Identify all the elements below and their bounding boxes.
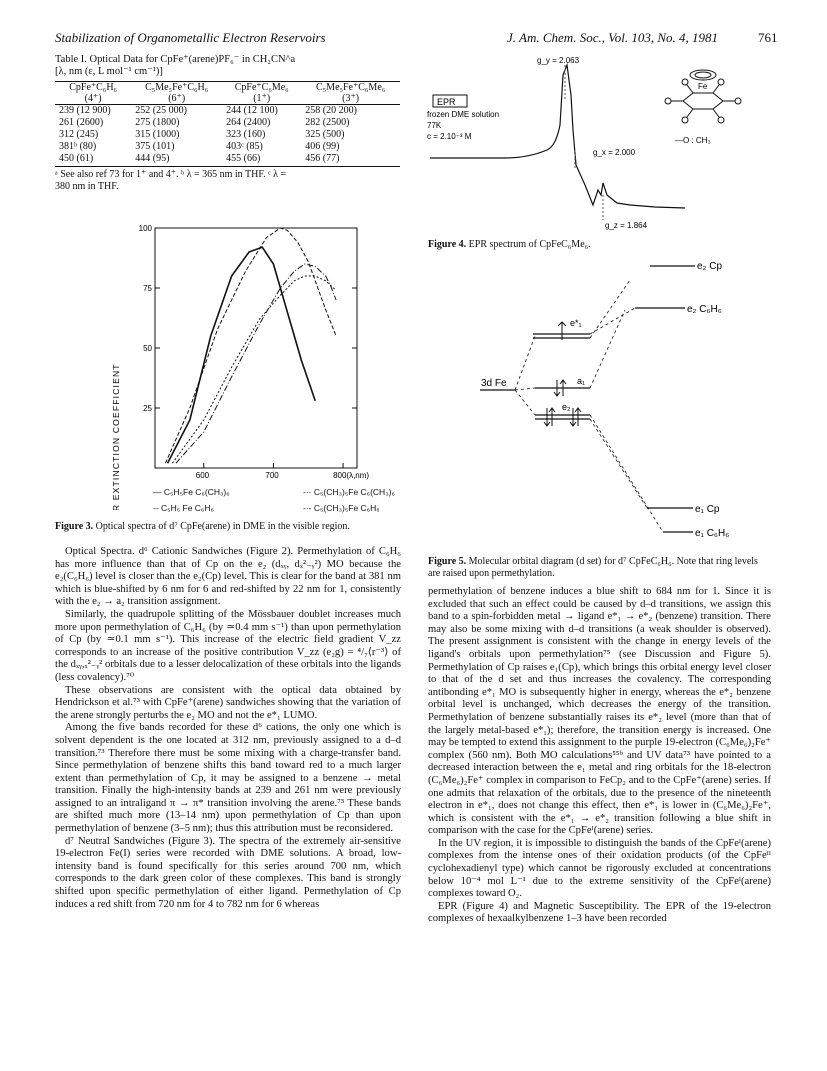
series-line-2 xyxy=(176,264,336,463)
molecule-structure xyxy=(665,70,741,123)
y-axis-label: MOLAR EXTINCTION COEFFICIENT xyxy=(111,363,121,510)
label-e1-c6h6: e₁ C₆H₆ xyxy=(695,528,730,539)
running-header-left: Stabilization of Organometallic Electron Reservoirs xyxy=(55,30,326,45)
gx-label: g_x = 2.000 xyxy=(593,148,636,157)
paragraph-benzene-permethylation: permethylation of benzene induces a blue shift to 684 nm for 1. Since it is excluded that such an effect could be caused by d–d transitions, we assign this band to a spin-forbidden metal → ligand e*₁ → e*₂ (benzene) transition. There may also be some mixing with d–d transitions (a weak shoulder is observed). The present assignment is consistent with the change in energy levels of the ligand's orbitals upon permethylation⁷⁵ (see Discussion and Figure 5). Permethylation of Cp raises e₁(Cp), which brings this orbital energy level closer to that of the d set and thus increases the covalency. The corresponding antibonding e*₁ MO is subsequently higher in energy, whereas the e*₂ benzene orbital level is unchanged, which decreases the energy of the transition. Permethylation of benzene substantially raises its e*₂ level (more than that of the largely metal-based e*₁); therefore, the transition energy is increased. One may be tempted to extend this assignment to the purple 19-electron (C₆Me₆)₂Fe⁺ complex (560 nm). Both MO calculations⁵⁵ᵇ and UV data⁷³ have pointed to a decreased interaction between the e₁ metal and ring orbitals for the 18-electron (C₆Me₆)₂Fe⁺ complex in comparison to FeCp₂ and to the CpFe⁺(arene) series. If one admits that relaxation of the orbitals, due to the presence of the nineteenth electron in e*₁, does not change this effect, then e*₁ is lower in (C₆Me₆)₂Fe⁺, which is consistent with the e*₁ → e*₂ transition following a blue shift in comparison with the case for the CpFeᴵ(arene) series. xyxy=(428,586,771,837)
table-cell: 323 (160) xyxy=(226,129,266,140)
table-cell: 315 (1000) xyxy=(135,129,180,140)
table-cell: 456 (77) xyxy=(305,153,340,164)
iron-label: Fe xyxy=(698,82,708,91)
right-column-text xyxy=(428,586,771,926)
column-compound-number: (6⁺) xyxy=(168,93,186,104)
figure-5 xyxy=(425,250,775,550)
table-caption-line2: [λ, nm (ε, L mol⁻¹ cm⁻¹)] xyxy=(55,66,163,77)
label-e1-star: e*₁ xyxy=(570,318,582,328)
figure-4-caption-label: Figure 4. xyxy=(428,239,467,250)
figure-4-caption-text: EPR spectrum of CpFeC₆Me₆. xyxy=(468,239,591,250)
table-cell: 275 (1800) xyxy=(135,117,180,128)
methyl-legend: —O : CH₃ xyxy=(675,136,711,145)
series-line-3 xyxy=(165,228,336,463)
y-tick-label: 75 xyxy=(143,284,152,293)
table-cell: 264 (2400) xyxy=(226,117,271,128)
condition-solution: frozen DME solution xyxy=(427,110,500,119)
label-e1-cp: e₁ Cp xyxy=(695,504,720,515)
column-header: CpFe⁺C₆H₆ xyxy=(69,82,118,93)
left-column-text xyxy=(55,546,401,911)
column-compound-number: (4⁺) xyxy=(84,93,102,104)
running-header-right: J. Am. Chem. Soc., Vol. 103, No. 4, 1981 xyxy=(507,30,718,45)
x-tick-label: 700 xyxy=(265,471,279,480)
figure-3-caption-label: Figure 3. xyxy=(55,521,94,532)
column-header: C₅Me₅Fe⁺C₆H₆ xyxy=(145,82,209,93)
table-cell: 244 (12 100) xyxy=(226,105,278,116)
figure-5-caption-text: Molecular orbital diagram (d set) for d⁷ CpFeC₆H₆. Note that ring levels are raised upon permethylation. xyxy=(428,556,758,579)
table-cell: 282 (2500) xyxy=(305,117,350,128)
gy-label: g_y = 2.063 xyxy=(537,56,580,65)
epr-box-label: EPR xyxy=(437,97,456,107)
column-header: CpFe⁺C₆Me₆ xyxy=(234,82,289,93)
column-compound-number: (1⁺) xyxy=(253,93,271,104)
figure-3-caption xyxy=(55,521,400,533)
column-header: C₅Me₅Fe⁺C₆Me₆ xyxy=(316,82,386,93)
table-cell: 406 (99) xyxy=(305,141,340,152)
table-cell: 455 (66) xyxy=(226,153,261,164)
figure-5-caption-label: Figure 5. xyxy=(428,556,467,567)
table-footnote-line2: 380 nm in THF. xyxy=(55,181,119,192)
x-tick-label: 600 xyxy=(195,471,210,480)
table-caption xyxy=(55,54,400,78)
gz-label: g_z = 1.864 xyxy=(605,221,648,230)
optical-data-table xyxy=(55,82,400,165)
table-caption-line1: Table I. Optical Data for CpFe⁺(arene)PF₆⁻ in CH₂CN^a xyxy=(55,54,296,65)
table-cell: 381ᵇ (80) xyxy=(59,141,97,152)
condition-temperature: 77K xyxy=(427,121,442,130)
legend-entry-4: -·- C₅(CH₃)₅Fe C₆H₆ xyxy=(303,503,380,513)
paragraph-hendrickson: These observations are consistent with the optical data obtained by Hendrickson et al.⁷³ with CpFe⁺(arene) sandwiches showing that the variation of the arene strongly perturbs the e₂ MO and not the e*₁ LUMO. xyxy=(55,684,401,721)
epr-spectrum xyxy=(425,55,770,235)
y-tick-label: 50 xyxy=(143,344,152,353)
table-cell: 239 (12 900) xyxy=(59,105,111,116)
paragraph-epr: EPR (Figure 4) and Magnetic Susceptibility. The EPR of the 19-electron complexes of hexaalkylbenzene 1–3 have been recorded xyxy=(428,900,771,925)
table-cell: 252 (25 000) xyxy=(135,105,187,116)
legend-entry-2: -·· C₅(CH₃)₅Fe C₆(CH₃)₆ xyxy=(303,487,395,497)
paragraph-neutral-sandwiches: d⁷ Neutral Sandwiches (Figure 3). The spectra of the extremely air-sensitive 19-electron Fe(I) series were recorded with DME solutions. A broad, low-intensity band is found specifically for this series around 700 nm, which corresponds to the dark green color of these complexes. This band is strongly shifted upon specific permethylation of either ligand. Permethylation of Cp induces a red shift from 720 nm for 4 to 782 nm for 6 whereas xyxy=(55,835,401,910)
page-number: 761 xyxy=(758,30,778,45)
paragraph-mossbauer: Similarly, the quadrupole splitting of the Mössbauer doublet increases much more upon permethylation of C₆H₆ (by ≃0.4 mm s⁻¹) than upon permethylation of Cp (by ≃0.1 mm s⁻¹). This increase of the electric field gradient V_zz corresponds to an increase of the positive contribution V_zz (e₂g) = ⁴/₇⟨r⁻³⟩ of the dₓᵧ,ₓ²₋ᵧ² orbitals due to a lesser delocalization of these orbitals into the ligands (less covalency).⁷⁰ xyxy=(55,608,401,683)
figure-4 xyxy=(425,55,770,235)
table-cell: 375 (101) xyxy=(135,141,175,152)
figure-5-caption xyxy=(428,556,768,580)
paragraph-optical-spectra: Optical Spectra. d⁶ Cationic Sandwiches (Figure 2). Permethylation of C₆H₆ has more influence than that of Cp on the e₂ (dₓᵧ, dₓ²₋ᵧ²) MO because the e₂(C₆H₆) level is closer than the e₂(Cp) level. This is clear for the band at 381 nm which is blue-shifted by 6 nm for 6 and red-shifted by 22 nm for 1, consistently with the e₂ → a₂ transition assignment. xyxy=(55,546,401,608)
table-cell: 403ᶜ (85) xyxy=(226,141,263,152)
table-cell: 444 (95) xyxy=(135,153,170,164)
plot-frame xyxy=(155,228,357,468)
figure-3-legend xyxy=(153,484,413,516)
figure-3-caption-text: Optical spectra of d⁷ CpFe(arene) in DME in the visible region. xyxy=(95,521,350,532)
table-row xyxy=(55,129,400,141)
column-compound-number: (3⁺) xyxy=(342,93,360,104)
y-tick-label: 25 xyxy=(143,404,152,413)
label-3d-fe: 3d Fe xyxy=(481,378,507,389)
table-cell: 450 (61) xyxy=(59,153,94,164)
legend-entry-3: -- C₅H₅ Fe C₆H₆ xyxy=(153,503,214,513)
table-footnote-line1: ᵃ See also ref 73 for 1⁺ and 4⁺. ᵇ λ = 365 nm in THF. ᶜ λ = xyxy=(55,169,287,180)
paragraph-uv-region: In the UV region, it is impossible to distinguish the bands of the CpFeᴵ(arene) complexes from the intense ones of their oxidation products (of the CpFeᴵᴵ cyclohexadienyl type) which cannot be rigorously excluded at concentrations below 10⁻⁴ mol L⁻¹ due to the extreme sensitivity of the CpFeᴵ(arene) complexes toward O₂. xyxy=(428,837,771,900)
series-line-4 xyxy=(172,276,336,463)
table-cell: 312 (245) xyxy=(59,129,99,140)
figure-3-chart xyxy=(85,220,400,510)
y-tick-label: 100 xyxy=(138,224,152,233)
table-row xyxy=(55,141,400,153)
figure-3 xyxy=(85,220,400,540)
paragraph-five-bands: Among the five bands recorded for these d⁶ cations, the only one which is solvent dependent is the one located at 312 nm, previously assigned to a d–d transition.⁷³ Therefore there must be some mixing with a charge-transfer band. Since permethylation of benzene shifts this band toward red to a much larger extent than permethylation of Cp, it may be assigned to a benzene → metal transition. Finally the high-intensity bands at 239 and 261 nm were previously assigned to an intraligand π → π* transition involving the arene.⁷³ These bands are shifted much more (13–14 nm) upon permethylation of Cp than upon permethylation of benzene (3–5 nm); thus this attribution must be reconsidered. xyxy=(55,722,401,835)
table-footnote xyxy=(55,169,400,193)
condition-concentration: c = 2.10⁻³ M xyxy=(427,132,472,141)
table-row xyxy=(55,105,400,117)
table-1 xyxy=(55,54,400,193)
table-cell: 258 (20 200) xyxy=(305,105,357,116)
label-e2-cp: e₂ Cp xyxy=(697,261,723,272)
label-a1: a₁ xyxy=(577,376,586,386)
mo-diagram xyxy=(425,250,775,550)
table-row xyxy=(55,153,400,165)
label-e2-c6h6: e₂ C₆H₆ xyxy=(687,304,722,315)
table-cell: 261 (2600) xyxy=(59,117,104,128)
label-e2: e₂ xyxy=(562,402,571,412)
legend-entry-1: — C₅H₅Fe C₆(CH₃)₆ xyxy=(153,487,230,497)
x-tick-label: 800(λ,nm) xyxy=(333,471,370,480)
table-cell: 325 (500) xyxy=(305,129,345,140)
table-row xyxy=(55,117,400,129)
